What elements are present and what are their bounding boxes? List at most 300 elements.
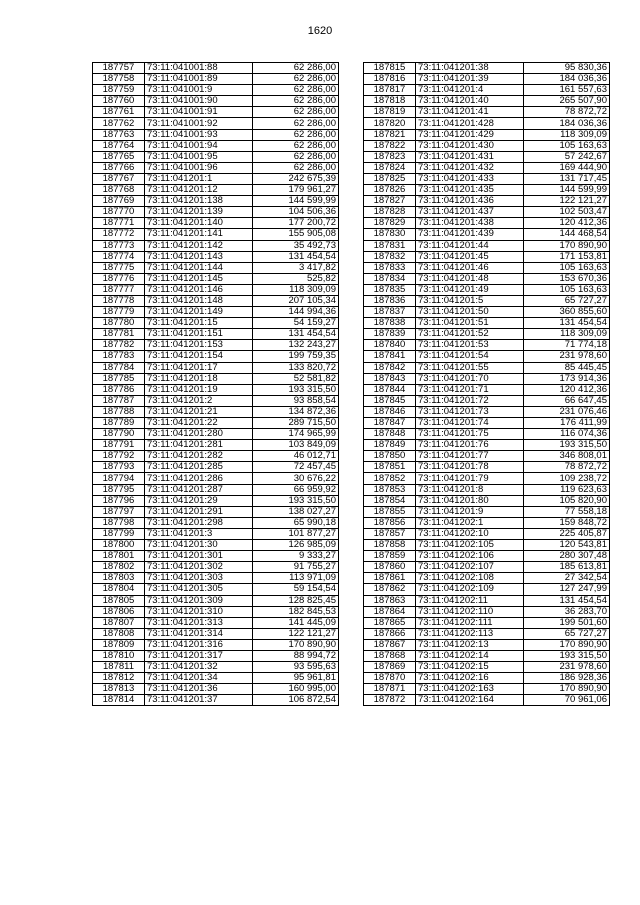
cadastral-number-cell: 73:11:041201:40 [416, 96, 524, 107]
cadastral-number-cell: 73:11:041202:15 [416, 662, 524, 673]
table-row [364, 85, 610, 96]
row-number-cell: 187814 [93, 695, 145, 706]
row-number-cell: 187783 [93, 351, 145, 362]
cadastral-number-cell: 73:11:041201:76 [416, 440, 524, 451]
row-number-cell: 187757 [93, 63, 145, 74]
cadastral-number-cell: 73:11:041201:41 [416, 107, 524, 118]
row-number-cell: 187800 [93, 540, 145, 551]
cadastral-number-cell: 73:11:041201:282 [145, 451, 253, 462]
cadastral-number-cell: 73:11:041201:285 [145, 462, 253, 473]
table-row [364, 595, 610, 606]
cadastral-number-cell: 73:11:041201:72 [416, 395, 524, 406]
value-cell: 62 286,00 [253, 74, 339, 85]
value-cell: 105 163,63 [524, 284, 610, 295]
table-row [364, 140, 610, 151]
table-row [364, 229, 610, 240]
table-row [364, 96, 610, 107]
row-number-cell: 187763 [93, 129, 145, 140]
value-cell: 170 890,90 [524, 240, 610, 251]
table-row [93, 573, 339, 584]
cadastral-number-cell: 73:11:041201:301 [145, 551, 253, 562]
cadastral-number-cell: 73:11:041001:9 [145, 85, 253, 96]
row-number-cell: 187768 [93, 185, 145, 196]
cadastral-number-cell: 73:11:041201:52 [416, 329, 524, 340]
cadastral-number-cell: 73:11:041001:94 [145, 140, 253, 151]
table-row [364, 151, 610, 162]
value-cell: 66 959,92 [253, 484, 339, 495]
cadastral-number-cell: 73:11:041201:5 [416, 295, 524, 306]
cadastral-number-cell: 73:11:041201:2 [145, 395, 253, 406]
table-row [364, 528, 610, 539]
table-row [364, 418, 610, 429]
value-cell: 182 845,53 [253, 606, 339, 617]
value-cell: 62 286,00 [253, 129, 339, 140]
table-row [364, 74, 610, 85]
cadastral-number-cell: 73:11:041202:105 [416, 540, 524, 551]
value-cell: 185 613,81 [524, 562, 610, 573]
row-number-cell: 187826 [364, 185, 416, 196]
table-row [93, 185, 339, 196]
cadastral-number-cell: 73:11:041201:74 [416, 418, 524, 429]
row-number-cell: 187760 [93, 96, 145, 107]
table-row [93, 462, 339, 473]
cadastral-number-cell: 73:11:041001:91 [145, 107, 253, 118]
cadastral-number-cell: 73:11:041201:71 [416, 384, 524, 395]
value-cell: 106 872,54 [253, 695, 339, 706]
value-cell: 57 242,67 [524, 151, 610, 162]
row-number-cell: 187819 [364, 107, 416, 118]
table-row [93, 362, 339, 373]
cadastral-number-cell: 73:11:041201:80 [416, 495, 524, 506]
cadastral-number-cell: 73:11:041201:73 [416, 406, 524, 417]
value-cell: 119 623,63 [524, 484, 610, 495]
value-cell: 54 159,27 [253, 318, 339, 329]
value-cell: 105 163,63 [524, 140, 610, 151]
value-cell: 289 715,50 [253, 418, 339, 429]
row-number-cell: 187820 [364, 118, 416, 129]
value-cell: 62 286,00 [253, 85, 339, 96]
table-row [93, 551, 339, 562]
table-row [364, 551, 610, 562]
row-number-cell: 187835 [364, 284, 416, 295]
cadastral-number-cell: 73:11:041201:55 [416, 362, 524, 373]
row-number-cell: 187770 [93, 207, 145, 218]
value-cell: 62 286,00 [253, 63, 339, 74]
row-number-cell: 187847 [364, 418, 416, 429]
value-cell: 231 978,60 [524, 351, 610, 362]
value-cell: 231 978,60 [524, 662, 610, 673]
value-cell: 118 309,09 [253, 284, 339, 295]
cadastral-number-cell: 73:11:041001:93 [145, 129, 253, 140]
row-number-cell: 187821 [364, 129, 416, 140]
table-row [364, 673, 610, 684]
value-cell: 131 454,54 [253, 251, 339, 262]
cadastral-number-cell: 73:11:041202:14 [416, 650, 524, 661]
cadastral-number-cell: 73:11:041201:19 [145, 384, 253, 395]
right-table [363, 62, 610, 706]
value-cell: 62 286,00 [253, 96, 339, 107]
table-row [93, 528, 339, 539]
cadastral-number-cell: 73:11:041201:36 [145, 684, 253, 695]
row-number-cell: 187776 [93, 273, 145, 284]
value-cell: 360 855,60 [524, 307, 610, 318]
table-row [364, 639, 610, 650]
row-number-cell: 187769 [93, 196, 145, 207]
cadastral-number-cell: 73:11:041201:438 [416, 218, 524, 229]
table-row [364, 495, 610, 506]
value-cell: 126 985,09 [253, 540, 339, 551]
row-number-cell: 187836 [364, 295, 416, 306]
row-number-cell: 187812 [93, 673, 145, 684]
table-row [93, 307, 339, 318]
row-number-cell: 187841 [364, 351, 416, 362]
table-row [364, 295, 610, 306]
value-cell: 118 309,09 [524, 129, 610, 140]
table-row [364, 218, 610, 229]
table-row [364, 251, 610, 262]
cadastral-number-cell: 73:11:041201:9 [416, 506, 524, 517]
value-cell: 62 286,00 [253, 118, 339, 129]
value-cell: 30 676,22 [253, 473, 339, 484]
cadastral-number-cell: 73:11:041201:287 [145, 484, 253, 495]
row-number-cell: 187872 [364, 695, 416, 706]
row-number-cell: 187766 [93, 162, 145, 173]
row-number-cell: 187795 [93, 484, 145, 495]
value-cell: 144 468,54 [524, 229, 610, 240]
table-row [364, 484, 610, 495]
value-cell: 184 036,36 [524, 118, 610, 129]
cadastral-number-cell: 73:11:041201:317 [145, 650, 253, 661]
cadastral-number-cell: 73:11:041201:430 [416, 140, 524, 151]
cadastral-number-cell: 73:11:041201:142 [145, 240, 253, 251]
row-number-cell: 187824 [364, 162, 416, 173]
value-cell: 265 507,90 [524, 96, 610, 107]
table-row [364, 650, 610, 661]
cadastral-number-cell: 73:11:041001:95 [145, 151, 253, 162]
value-cell: 160 995,00 [253, 684, 339, 695]
table-row [93, 140, 339, 151]
row-number-cell: 187850 [364, 451, 416, 462]
row-number-cell: 187854 [364, 495, 416, 506]
table-row [364, 107, 610, 118]
cadastral-number-cell: 73:11:041201:428 [416, 118, 524, 129]
cadastral-number-cell: 73:11:041202:163 [416, 684, 524, 695]
table-row [93, 562, 339, 573]
row-number-cell: 187773 [93, 240, 145, 251]
table-row [364, 506, 610, 517]
cadastral-number-cell: 73:11:041201:439 [416, 229, 524, 240]
cadastral-number-cell: 73:11:041201:32 [145, 662, 253, 673]
value-cell: 138 027,27 [253, 506, 339, 517]
cadastral-number-cell: 73:11:041201:286 [145, 473, 253, 484]
cadastral-number-cell: 73:11:041201:77 [416, 451, 524, 462]
value-cell: 85 445,45 [524, 362, 610, 373]
row-number-cell: 187843 [364, 373, 416, 384]
value-cell: 161 557,63 [524, 85, 610, 96]
table-row [93, 473, 339, 484]
table-row [364, 451, 610, 462]
table-row [93, 495, 339, 506]
table-row [364, 240, 610, 251]
value-cell: 186 928,36 [524, 673, 610, 684]
table-row [364, 185, 610, 196]
value-cell: 128 825,45 [253, 595, 339, 606]
value-cell: 118 309,09 [524, 329, 610, 340]
cadastral-number-cell: 73:11:041201:75 [416, 429, 524, 440]
table-row [364, 340, 610, 351]
value-cell: 36 283,70 [524, 606, 610, 617]
value-cell: 193 315,50 [524, 440, 610, 451]
cadastral-number-cell: 73:11:041201:46 [416, 262, 524, 273]
cadastral-number-cell: 73:11:041201:281 [145, 440, 253, 451]
table-row [93, 218, 339, 229]
cadastral-number-cell: 73:11:041201:22 [145, 418, 253, 429]
table-row [93, 373, 339, 384]
cadastral-number-cell: 73:11:041201:21 [145, 406, 253, 417]
cadastral-number-cell: 73:11:041201:143 [145, 251, 253, 262]
cadastral-number-cell: 73:11:041202:11 [416, 595, 524, 606]
table-row [93, 85, 339, 96]
row-number-cell: 187865 [364, 617, 416, 628]
cadastral-number-cell: 73:11:041201:144 [145, 262, 253, 273]
value-cell: 134 872,36 [253, 406, 339, 417]
cadastral-number-cell: 73:11:041201:37 [145, 695, 253, 706]
cadastral-number-cell: 73:11:041201:17 [145, 362, 253, 373]
cadastral-number-cell: 73:11:041202:1 [416, 517, 524, 528]
cadastral-number-cell: 73:11:041202:13 [416, 639, 524, 650]
table-row [364, 617, 610, 628]
value-cell: 122 121,27 [524, 196, 610, 207]
cadastral-number-cell: 73:11:041201:1 [145, 173, 253, 184]
cadastral-number-cell: 73:11:041201:39 [416, 74, 524, 85]
cadastral-number-cell: 73:11:041201:153 [145, 340, 253, 351]
value-cell: 131 717,45 [524, 173, 610, 184]
row-number-cell: 187785 [93, 373, 145, 384]
value-cell: 173 914,36 [524, 373, 610, 384]
cadastral-number-cell: 73:11:041202:164 [416, 695, 524, 706]
row-number-cell: 187870 [364, 673, 416, 684]
row-number-cell: 187790 [93, 429, 145, 440]
value-cell: 199 501,60 [524, 617, 610, 628]
table-row [93, 684, 339, 695]
cadastral-number-cell: 73:11:041201:3 [145, 528, 253, 539]
row-number-cell: 187871 [364, 684, 416, 695]
row-number-cell: 187807 [93, 617, 145, 628]
value-cell: 193 315,50 [524, 650, 610, 661]
row-number-cell: 187788 [93, 406, 145, 417]
value-cell: 144 599,99 [253, 196, 339, 207]
row-number-cell: 187786 [93, 384, 145, 395]
table-row [93, 251, 339, 262]
value-cell: 101 877,27 [253, 528, 339, 539]
value-cell: 131 454,54 [524, 318, 610, 329]
value-cell: 59 154,54 [253, 584, 339, 595]
value-cell: 35 492,73 [253, 240, 339, 251]
row-number-cell: 187862 [364, 584, 416, 595]
value-cell: 346 808,01 [524, 451, 610, 462]
value-cell: 170 890,90 [524, 684, 610, 695]
table-row [364, 684, 610, 695]
cadastral-number-cell: 73:11:041201:34 [145, 673, 253, 684]
cadastral-number-cell: 73:11:041201:151 [145, 329, 253, 340]
value-cell: 144 599,99 [524, 185, 610, 196]
cadastral-number-cell: 73:11:041201:45 [416, 251, 524, 262]
row-number-cell: 187825 [364, 173, 416, 184]
table-row [93, 129, 339, 140]
cadastral-number-cell: 73:11:041201:12 [145, 185, 253, 196]
table-row [93, 196, 339, 207]
table-row [93, 262, 339, 273]
table-row [364, 207, 610, 218]
cadastral-number-cell: 73:11:041201:78 [416, 462, 524, 473]
table-row [93, 540, 339, 551]
table-row [93, 351, 339, 362]
row-number-cell: 187774 [93, 251, 145, 262]
cadastral-number-cell: 73:11:041201:280 [145, 429, 253, 440]
value-cell: 280 307,48 [524, 551, 610, 562]
value-cell: 91 755,27 [253, 562, 339, 573]
row-number-cell: 187861 [364, 573, 416, 584]
table-row [364, 440, 610, 451]
row-number-cell: 187834 [364, 273, 416, 284]
row-number-cell: 187868 [364, 650, 416, 661]
table-row [364, 406, 610, 417]
row-number-cell: 187844 [364, 384, 416, 395]
row-number-cell: 187837 [364, 307, 416, 318]
cadastral-number-cell: 73:11:041201:141 [145, 229, 253, 240]
row-number-cell: 187804 [93, 584, 145, 595]
cadastral-number-cell: 73:11:041201:30 [145, 540, 253, 551]
row-number-cell: 187792 [93, 451, 145, 462]
value-cell: 131 454,54 [524, 595, 610, 606]
row-number-cell: 187857 [364, 528, 416, 539]
row-number-cell: 187796 [93, 495, 145, 506]
table-row [93, 484, 339, 495]
cadastral-number-cell: 73:11:041201:148 [145, 295, 253, 306]
row-number-cell: 187869 [364, 662, 416, 673]
cadastral-number-cell: 73:11:041201:4 [416, 85, 524, 96]
cadastral-number-cell: 73:11:041202:16 [416, 673, 524, 684]
table-row [93, 295, 339, 306]
row-number-cell: 187765 [93, 151, 145, 162]
cadastral-number-cell: 73:11:041201:303 [145, 573, 253, 584]
table-row [364, 517, 610, 528]
cadastral-number-cell: 73:11:041201:429 [416, 129, 524, 140]
value-cell: 177 200,72 [253, 218, 339, 229]
table-row [93, 173, 339, 184]
value-cell: 3 417,82 [253, 262, 339, 273]
row-number-cell: 187855 [364, 506, 416, 517]
table-row [93, 384, 339, 395]
row-number-cell: 187845 [364, 395, 416, 406]
value-cell: 88 994,72 [253, 650, 339, 661]
value-cell: 132 243,27 [253, 340, 339, 351]
row-number-cell: 187762 [93, 118, 145, 129]
table-row [93, 628, 339, 639]
cadastral-number-cell: 73:11:041201:432 [416, 162, 524, 173]
table-row [93, 63, 339, 74]
cadastral-number-cell: 73:11:041201:29 [145, 495, 253, 506]
cadastral-number-cell: 73:11:041201:51 [416, 318, 524, 329]
table-row [364, 307, 610, 318]
cadastral-number-cell: 73:11:041201:433 [416, 173, 524, 184]
row-number-cell: 187803 [93, 573, 145, 584]
value-cell: 27 342,54 [524, 573, 610, 584]
value-cell: 153 670,36 [524, 273, 610, 284]
cadastral-number-cell: 73:11:041201:146 [145, 284, 253, 295]
cadastral-number-cell: 73:11:041201:302 [145, 562, 253, 573]
table-row [93, 650, 339, 661]
row-number-cell: 187759 [93, 85, 145, 96]
value-cell: 66 647,45 [524, 395, 610, 406]
cadastral-number-cell: 73:11:041001:96 [145, 162, 253, 173]
table-row [364, 540, 610, 551]
cadastral-number-cell: 73:11:041201:54 [416, 351, 524, 362]
value-cell: 174 965,99 [253, 429, 339, 440]
cadastral-number-cell: 73:11:041202:113 [416, 628, 524, 639]
row-number-cell: 187802 [93, 562, 145, 573]
value-cell: 141 445,09 [253, 617, 339, 628]
value-cell: 95 961,81 [253, 673, 339, 684]
table-row [93, 440, 339, 451]
value-cell: 104 506,36 [253, 207, 339, 218]
table-row [93, 506, 339, 517]
cadastral-number-cell: 73:11:041201:15 [145, 318, 253, 329]
cadastral-number-cell: 73:11:041201:8 [416, 484, 524, 495]
table-row [364, 129, 610, 140]
table-row [93, 406, 339, 417]
value-cell: 231 076,46 [524, 406, 610, 417]
row-number-cell: 187793 [93, 462, 145, 473]
value-cell: 171 153,81 [524, 251, 610, 262]
table-row [93, 340, 339, 351]
row-number-cell: 187811 [93, 662, 145, 673]
row-number-cell: 187791 [93, 440, 145, 451]
table-row [364, 429, 610, 440]
table-row [93, 118, 339, 129]
cadastral-number-cell: 73:11:041201:139 [145, 207, 253, 218]
value-cell: 93 858,54 [253, 395, 339, 406]
row-number-cell: 187805 [93, 595, 145, 606]
value-cell: 116 074,36 [524, 429, 610, 440]
value-cell: 170 890,90 [524, 639, 610, 650]
table-row [93, 429, 339, 440]
cadastral-number-cell: 73:11:041202:106 [416, 551, 524, 562]
table-row [364, 273, 610, 284]
cadastral-number-cell: 73:11:041201:140 [145, 218, 253, 229]
table-row [364, 473, 610, 484]
cadastral-number-cell: 73:11:041201:298 [145, 517, 253, 528]
row-number-cell: 187806 [93, 606, 145, 617]
value-cell: 170 890,90 [253, 639, 339, 650]
value-cell: 525,82 [253, 273, 339, 284]
row-number-cell: 187815 [364, 63, 416, 74]
value-cell: 102 503,47 [524, 207, 610, 218]
row-number-cell: 187801 [93, 551, 145, 562]
row-number-cell: 187818 [364, 96, 416, 107]
table-row [93, 517, 339, 528]
table-row [93, 240, 339, 251]
cadastral-number-cell: 73:11:041001:92 [145, 118, 253, 129]
cadastral-number-cell: 73:11:041201:291 [145, 506, 253, 517]
cadastral-number-cell: 73:11:041201:18 [145, 373, 253, 384]
value-cell: 71 774,18 [524, 340, 610, 351]
value-cell: 176 411,99 [524, 418, 610, 429]
cadastral-number-cell: 73:11:041201:145 [145, 273, 253, 284]
table-row [93, 74, 339, 85]
row-number-cell: 187764 [93, 140, 145, 151]
value-cell: 193 315,50 [253, 384, 339, 395]
